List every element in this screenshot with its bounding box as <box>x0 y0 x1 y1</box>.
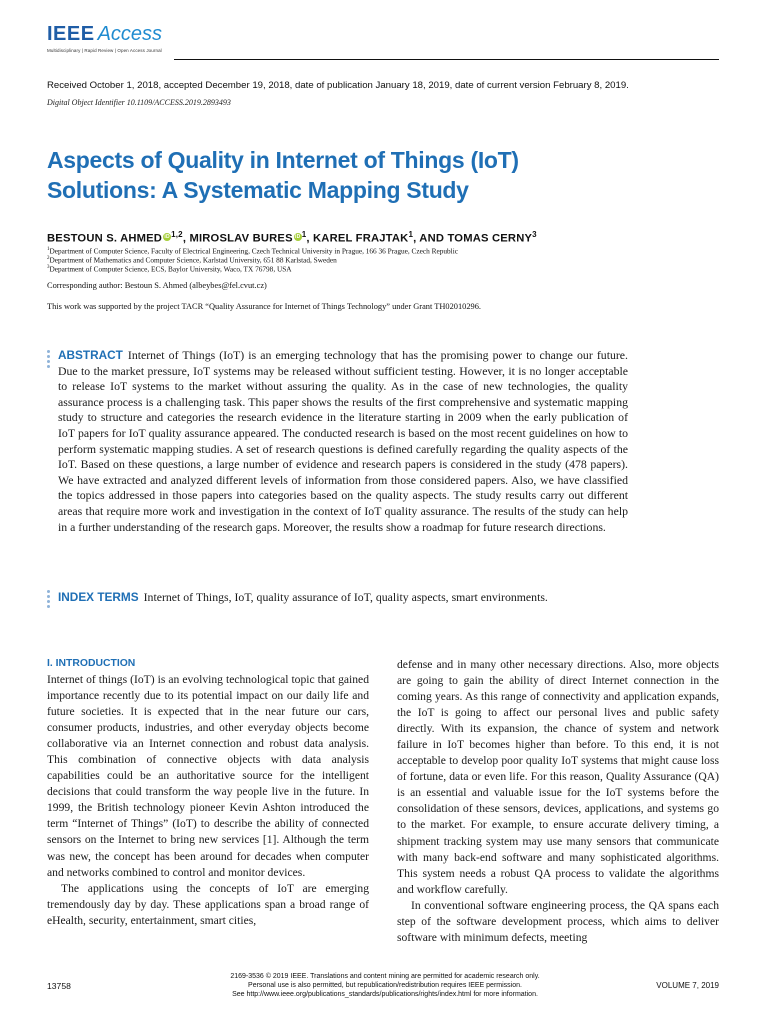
affiliation-text: Department of Computer Science, Faculty of Electrical Engineering, Czech Technical University in Prague, 166 36 Prague, Czech Republic <box>49 246 458 256</box>
author-separator: , <box>182 232 190 245</box>
doi-line: Digital Object Identifier 10.1109/ACCESS.2019.2893493 <box>47 98 231 107</box>
journal-logo <box>47 24 162 53</box>
abstract <box>58 348 628 535</box>
title-line-2: Solutions: A Systematic Mapping Study <box>47 177 469 203</box>
affiliation-text: Department of Mathematics and Computer Science, Karlstad University, 651 88 Karlstad, Sweden <box>49 255 337 265</box>
author-separator: , <box>306 232 314 245</box>
orcid-icon[interactable]: iD <box>164 233 170 240</box>
affiliation-3 <box>47 263 292 273</box>
author-affiliation-sup: 3 <box>532 230 537 239</box>
logo-tagline: Multidisciplinary | Rapid Review | Open Access Journal <box>47 48 162 53</box>
author-separator: , AND <box>413 232 448 245</box>
intro-paragraph-3: In conventional software engineering process, the QA spans each step of the software development process, which aims to deliver software with minimum defects, meeting <box>397 898 719 944</box>
index-terms-label: INDEX TERMS <box>58 590 139 604</box>
author-affiliation-sup: 1 <box>301 230 307 239</box>
left-column <box>47 657 369 929</box>
index-terms-text: Internet of Things, IoT, quality assurance of IoT, quality aspects, smart environments. <box>143 590 548 604</box>
intro-paragraph-2-continued: defense and in many other necessary directions. Also, more objects are going to gain the ability of direct Internet connection in the coming years. As this range of connectivity and application expands, the IoT is going to affect our personal lives and public safety directly. With its expansion, the chance of system and network failure in IoT becomes higher than before. To this end, it is not acceptable to develop poor quality IoT systems that might cause loss of fortune, data or even life. For this reason, Quality Assurance (QA) is an essential and valuable issue for the IoT systems before the consolidation of these sensors, devices, applications, and systems go to the market. For example, to ensure accurate delivery timing, a shipment tracking system may use many sensors that communicate with many back-end software and many sophisticated algorithms. This system needs a robust QA process to validate the algorithms and workflow carefully. <box>397 658 719 896</box>
corresponding-author: Corresponding author: Bestoun S. Ahmed (albeybes@fel.cvut.cz) <box>47 281 267 290</box>
author-affiliation-sup: 1 <box>408 230 414 239</box>
intro-paragraph-2: The applications using the concepts of IoT are emerging tremendously day by day. These applications span a broad range of eHealth, security, entertainment, smart cities, <box>47 881 369 927</box>
copyright-line-2: Personal use is also permitted, but republication/redistribution requires IEEE permission. <box>248 982 522 989</box>
volume-label: VOLUME 7, 2019 <box>656 981 719 990</box>
author-list <box>47 230 537 245</box>
affiliation-sup: 3 <box>47 265 50 270</box>
affiliation-sup: 1 <box>47 247 50 252</box>
copyright-line-3: See http://www.ieee.org/publications_standards/publications/rights/index.html for more information. <box>232 991 538 998</box>
author-name: TOMAS CERNY <box>447 232 533 245</box>
copyright-line-1: 2169-3536 © 2019 IEEE. Translations and content mining are permitted for academic research only. <box>230 973 540 980</box>
paper-title <box>47 145 727 205</box>
author-name: KAREL FRAJTAK <box>313 232 409 245</box>
index-terms-marker-dots <box>47 590 50 610</box>
affiliation-sup: 2 <box>47 256 50 261</box>
author-affiliation-sup: 1,2 <box>171 230 183 239</box>
abstract-label: ABSTRACT <box>58 348 123 362</box>
logo-ieee-text: IEEE <box>47 23 95 45</box>
right-column <box>397 657 719 946</box>
abstract-text: Internet of Things (IoT) is an emerging technology that has the promising power to change our future. Due to the market pressure, IoT systems may be released without sufficient testing. However, it is no longer acceptable to release IoT systems to the market without assuring the quality. As in the case of new technologies, the quality assurance process is a challenging task. This paper shows the results of the first comprehensive and systematic mapping study to structure and categories the research evidence in the literature starting in 2009 when the early publication of IoT papers for IoT quality assurance appeared. The conducted research is based on the most recent guidelines on how to perform systematic mapping studies. A set of research questions is defined carefully regarding the quality aspects of the IoT. Based on these questions, a large number of evidence and research papers is considered in the study (478 papers). We have extracted and analyzed different levels of information from those considered papers. Also, we have classified the topics addressed in those papers into categories based on the quality aspects. The study results carry out different areas that require more work and investigation in the context of IoT quality assurance. The results of the study can help in a further understanding of the research gaps. Moreover, the results show a roadmap for future research directions. <box>58 348 628 534</box>
copyright-note <box>180 972 590 999</box>
author-name: BESTOUN S. AHMED <box>47 232 163 245</box>
author-name: MIROSLAV BURES <box>189 232 293 245</box>
abstract-marker-dots <box>47 350 50 370</box>
orcid-icon[interactable]: iD <box>295 233 301 240</box>
index-terms <box>58 590 718 605</box>
header-rule <box>174 59 719 60</box>
received-dates: Received October 1, 2018, accepted December 19, 2018, date of publication January 18, 2019, date of current version February 8, 2019. <box>47 80 629 91</box>
title-line-1: Aspects of Quality in Internet of Things (IoT) <box>47 147 519 173</box>
page-number: 13758 <box>47 981 71 991</box>
affiliation-text: Department of Computer Science, ECS, Baylor University, Waco, TX 76798, USA <box>49 264 292 274</box>
intro-paragraph-1: Internet of things (IoT) is an evolving technological topic that gained importance recently due to its potential impact on our daily life and future societies. It is expected that in the near future our cars, consumer products, industries, and other everyday objects become collaborative via an Internet connection and robust data analysis. This combination of connective objects with data analysis capabilities could be an authoritative source for the intelligent decisions that could transform the way people live in the future. In 1999, the British technology pioneer Kevin Ashton introduced the term “Internet of Things” (IoT) to describe the ability of connected sensors on the Internet to bring new services [1]. Although the term was new, the concept has been around for decades when computer and networks combined to control and monitor devices. <box>47 673 369 879</box>
funding-note: This work was supported by the project TACR “Quality Assurance for Internet of Things Technology” under Grant TH02010296. <box>47 302 481 311</box>
logo-access-text: Access <box>97 23 163 45</box>
section-heading-introduction: I. INTRODUCTION <box>47 658 136 669</box>
